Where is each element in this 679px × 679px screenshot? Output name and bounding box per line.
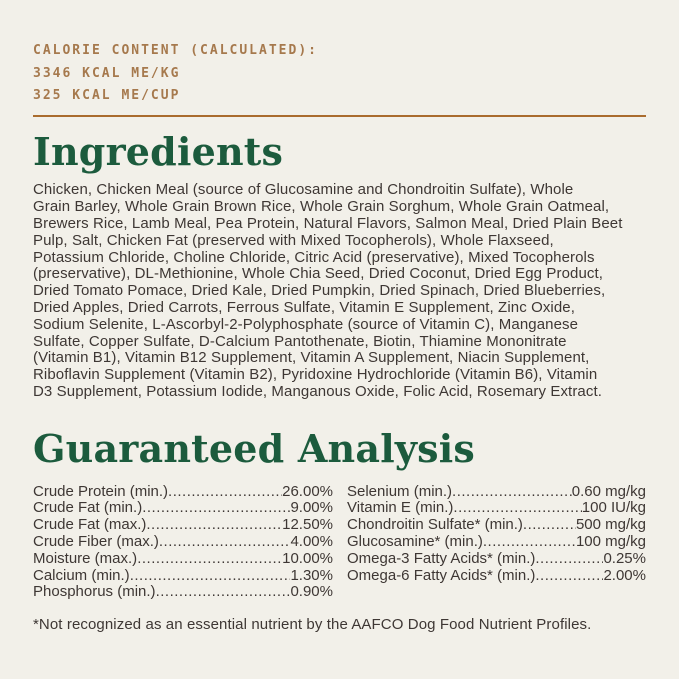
dot-leader — [159, 534, 291, 551]
ga-value: 0.60 mg/kg — [571, 482, 646, 500]
ingredients-line: Dried Tomato Pomace, Dried Kale, Dried Pumpkin, Dried Spinach, Dried Blueberries, — [33, 282, 606, 300]
ga-label: Moisture (max.) — [33, 549, 138, 567]
ingredients-line: Potassium Chloride, Choline Chloride, Citric Acid (preservative), Mixed Tocopherols — [33, 248, 595, 266]
ga-label: Crude Fiber (max.) — [33, 532, 159, 550]
ga-row-chondroitin-sulfate — [347, 517, 646, 534]
ingredients-line: Brewers Rice, Lamb Meal, Pea Protein, Natural Flavors, Salmon Meal, Dried Plain Beet — [33, 214, 623, 232]
ingredients-line: Riboflavin Supplement (Vitamin B2), Pyridoxine Hydrochloride (Vitamin B6), Vitamin — [33, 366, 598, 384]
dot-leader — [146, 517, 282, 534]
calorie-content-section — [33, 40, 646, 108]
calorie-kcal-per-cup: 325 KCAL ME/CUP — [33, 88, 181, 103]
ga-row-phosphorus — [33, 584, 333, 601]
ga-value: 9.00% — [290, 499, 333, 517]
ingredients-line: Dried Apples, Dried Carrots, Ferrous Sulfate, Vitamin E Supplement, Zinc Oxide, — [33, 298, 576, 316]
ga-value: 1.30% — [290, 566, 333, 584]
ga-value: 100 mg/kg — [575, 532, 646, 550]
ga-row-omega-6 — [347, 568, 646, 585]
ga-value: 4.00% — [290, 532, 333, 550]
ingredients-line: Sulfate, Copper Sulfate, D-Calcium Pantothenate, Biotin, Thiamine Mononitrate — [33, 332, 567, 350]
ga-value: 0.90% — [290, 583, 333, 601]
ga-value: 100 IU/kg — [581, 499, 646, 517]
guaranteed-analysis-table — [33, 484, 646, 602]
ga-value: 2.00% — [603, 566, 646, 584]
ga-row-crude-fat-max — [33, 517, 333, 534]
ga-value: 0.25% — [603, 549, 646, 567]
ga-label: Chondroitin Sulfate* (min.) — [347, 516, 523, 534]
aafco-footnote: *Not recognized as an essential nutrient by the AAFCO Dog Food Nutrient Profiles. — [33, 616, 592, 634]
dot-leader — [130, 568, 291, 585]
ga-label: Crude Fat (max.) — [33, 516, 147, 534]
calorie-kcal-per-kg: 3346 KCAL ME/KG — [33, 65, 181, 81]
ga-row-selenium — [347, 484, 646, 501]
dot-leader — [168, 484, 282, 501]
ingredients-line: Pulp, Salt, Chicken Fat (preserved with Mixed Tocopherols), Whole Flaxseed, — [33, 231, 554, 249]
dot-leader — [483, 534, 576, 551]
ga-value: 500 mg/kg — [575, 516, 646, 534]
dot-leader — [523, 517, 576, 534]
ingredients-line: (Vitamin B1), Vitamin B12 Supplement, Vitamin A Supplement, Niacin Supplement, — [33, 349, 590, 367]
guaranteed-analysis-right-column — [347, 484, 646, 602]
ga-row-glucosamine — [347, 534, 646, 551]
ga-row-crude-protein — [33, 484, 333, 501]
dot-leader — [535, 568, 603, 585]
ga-label: Calcium (min.) — [33, 566, 130, 584]
ingredients-line: Grain Barley, Whole Grain Brown Rice, Whole Grain Sorghum, Whole Grain Oatmeal, — [33, 198, 610, 216]
section-divider — [33, 115, 646, 117]
dot-leader — [156, 584, 291, 601]
ga-label: Crude Protein (min.) — [33, 482, 169, 500]
ga-row-crude-fiber — [33, 534, 333, 551]
ingredients-line: Chicken, Chicken Meal (source of Glucosamine and Chondroitin Sulfate), Whole — [33, 181, 574, 199]
ingredients-line: Sodium Selenite, L-Ascorbyl-2-Polyphosphate (source of Vitamin C), Manganese — [33, 315, 579, 333]
ga-label: Omega-6 Fatty Acids* (min.) — [347, 566, 536, 584]
dot-leader — [137, 551, 282, 568]
ingredients-line: (preservative), DL-Methionine, Whole Chia Seed, Dried Coconut, Dried Egg Product, — [33, 265, 604, 283]
ingredients-paragraph — [33, 182, 646, 400]
ga-label: Selenium (min.) — [347, 482, 453, 500]
dot-leader — [142, 500, 290, 517]
ga-row-crude-fat-min — [33, 500, 333, 517]
guaranteed-analysis-left-column — [33, 484, 333, 602]
dot-leader — [535, 551, 603, 568]
ga-row-moisture — [33, 551, 333, 568]
ga-label: Vitamin E (min.) — [347, 499, 454, 517]
dot-leader — [452, 484, 572, 501]
ga-row-vitamin-e — [347, 500, 646, 517]
calorie-content-title: CALORIE CONTENT (CALCULATED): — [33, 43, 318, 58]
ga-row-calcium — [33, 568, 333, 585]
ga-label: Omega-3 Fatty Acids* (min.) — [347, 549, 536, 567]
dot-leader — [453, 500, 581, 517]
ga-value: 12.50% — [282, 516, 333, 534]
ga-label: Glucosamine* (min.) — [347, 532, 483, 550]
ga-value: 10.00% — [282, 549, 333, 567]
ingredients-heading: Ingredients — [33, 128, 284, 174]
guaranteed-analysis-heading: Guaranteed Analysis — [33, 425, 475, 471]
ga-row-omega-3 — [347, 551, 646, 568]
ga-value: 26.00% — [282, 482, 333, 500]
ga-label: Phosphorus (min.) — [33, 583, 156, 601]
ingredients-line: D3 Supplement, Potassium Iodide, Manganous Oxide, Folic Acid, Rosemary Extract. — [33, 382, 602, 400]
ga-label: Crude Fat (min.) — [33, 499, 143, 517]
